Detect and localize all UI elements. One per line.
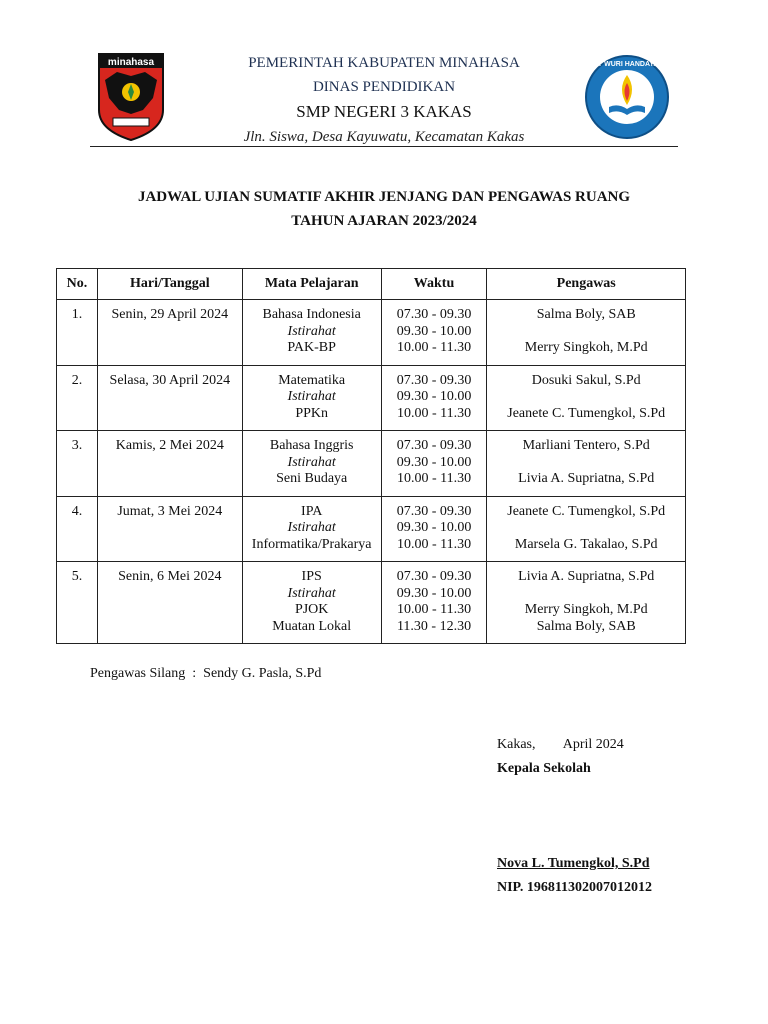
table-row xyxy=(57,496,686,562)
signature-nip: NIP. 196811302007012012 xyxy=(497,880,653,895)
waktu-line: 09.30 - 10.00 xyxy=(396,323,472,339)
mapel-line: Istirahat xyxy=(287,389,336,404)
table-header-row xyxy=(57,269,686,300)
waktu-line: 07.30 - 09.30 xyxy=(396,372,472,388)
waktu-line: 10.00 - 11.30 xyxy=(396,602,472,617)
waktu-line: 07.30 - 09.30 xyxy=(396,503,472,519)
table-row xyxy=(57,562,686,644)
pengawas-line xyxy=(487,586,685,603)
waktu-line: 10.00 - 11.30 xyxy=(396,536,472,552)
mapel-line: Bahasa Inggris xyxy=(269,438,354,453)
header-date: Hari/Tanggal xyxy=(97,269,242,300)
cell-date: Jumat, 3 Mei 2024 xyxy=(97,496,242,562)
mapel-line: Matematika xyxy=(278,372,346,388)
cell-date: Kamis, 2 Mei 2024 xyxy=(97,431,242,497)
waktu-line: 09.30 - 10.00 xyxy=(396,520,472,535)
header-divider xyxy=(90,146,678,147)
header-agency: DINAS PENDIDIKAN xyxy=(312,79,456,95)
mapel-line: Bahasa Indonesia xyxy=(262,307,361,322)
cell-pengawas xyxy=(487,431,686,497)
mapel-line: Istirahat xyxy=(287,454,336,470)
pengawas-line xyxy=(487,520,685,537)
waktu-line: 10.00 - 11.30 xyxy=(396,405,472,421)
mapel-line: Muatan Lokal xyxy=(272,618,352,634)
mapel-line: IPS xyxy=(301,569,322,584)
cell-waktu xyxy=(381,300,487,366)
cell-no: 3. xyxy=(57,431,98,497)
cross-supervisor xyxy=(90,666,321,682)
pengawas-line: Merry Singkoh, M.Pd xyxy=(524,340,648,355)
cell-date: Senin, 6 Mei 2024 xyxy=(97,562,242,644)
signature-place-date: Kakas, April 2024 xyxy=(497,737,624,752)
mapel-line: Istirahat xyxy=(287,323,336,339)
cell-mapel xyxy=(242,562,381,644)
waktu-line: 09.30 - 10.00 xyxy=(396,389,472,404)
cell-pengawas xyxy=(487,300,686,366)
cell-no: 4. xyxy=(57,496,98,562)
table-row xyxy=(57,431,686,497)
header-time: Waktu xyxy=(381,269,487,300)
cell-no: 2. xyxy=(57,365,98,431)
cell-mapel xyxy=(242,300,381,366)
tut-wuri-handayani-text: TUT WURI HANDAYANI xyxy=(588,61,666,68)
waktu-line: 10.00 - 11.30 xyxy=(396,471,472,486)
header-no: No. xyxy=(57,269,98,300)
pengawas-line: Dosuki Sakul, S.Pd xyxy=(531,372,641,388)
pengawas-line xyxy=(487,324,685,341)
document-title: JADWAL UJIAN SUMATIF AKHIR JENJANG DAN PENGAWAS RUANG xyxy=(137,189,631,205)
pengawas-line: Jeanete C. Tumengkol, S.Pd xyxy=(507,503,666,519)
mapel-line: PJOK xyxy=(294,602,329,617)
waktu-line: 11.30 - 12.30 xyxy=(396,618,472,634)
mapel-line: IPA xyxy=(301,503,323,519)
schedule-table xyxy=(56,268,686,644)
pengawas-line: Marsela G. Takalao, S.Pd xyxy=(514,536,658,552)
header-subject: Mata Pelajaran xyxy=(242,269,381,300)
pengawas-line xyxy=(487,389,685,406)
header-government: PEMERINTAH KABUPATEN MINAHASA xyxy=(248,55,520,71)
cell-mapel xyxy=(242,431,381,497)
cell-mapel xyxy=(242,365,381,431)
mapel-line: PAK-BP xyxy=(287,340,336,355)
header-school-name: SMP NEGERI 3 KAKAS xyxy=(296,102,472,121)
cell-pengawas xyxy=(487,562,686,644)
cell-waktu xyxy=(381,431,487,497)
pengawas-line: Jeanete C. Tumengkol, S.Pd xyxy=(507,405,666,421)
minahasa-logo-text: minahasa xyxy=(107,57,155,68)
cell-waktu xyxy=(381,365,487,431)
pengawas-line: Salma Boly, SAB xyxy=(536,307,636,322)
waktu-line: 07.30 - 09.30 xyxy=(396,569,472,584)
mapel-line: Seni Budaya xyxy=(276,471,348,486)
table-row xyxy=(57,300,686,366)
cell-pengawas xyxy=(487,496,686,562)
cell-waktu xyxy=(381,562,487,644)
header-address: Jln. Siswa, Desa Kayuwatu, Kecamatan Kakas xyxy=(243,129,525,145)
mapel-line: Informatika/Prakarya xyxy=(251,536,372,552)
pengawas-line: Salma Boly, SAB xyxy=(536,618,636,634)
cross-supervisor-text: Pengawas Silang : Sendy G. Pasla, S.Pd xyxy=(90,666,322,681)
signature-name: Nova L. Tumengkol, S.Pd xyxy=(497,856,650,871)
cell-date: Senin, 29 April 2024 xyxy=(97,300,242,366)
cell-pengawas xyxy=(487,365,686,431)
mapel-line: Istirahat xyxy=(287,520,336,535)
schedule-body xyxy=(57,300,686,644)
header-supervisor: Pengawas xyxy=(487,269,686,300)
waktu-line: 07.30 - 09.30 xyxy=(396,307,472,322)
pengawas-line: Livia A. Supriatna, S.Pd xyxy=(518,569,655,584)
waktu-line: 09.30 - 10.00 xyxy=(396,454,472,470)
waktu-line: 07.30 - 09.30 xyxy=(396,438,472,453)
mapel-line: Istirahat xyxy=(287,585,336,601)
pengawas-line: Livia A. Supriatna, S.Pd xyxy=(518,471,655,486)
cell-mapel xyxy=(242,496,381,562)
mapel-line: PPKn xyxy=(295,405,329,421)
cell-no: 1. xyxy=(57,300,98,366)
pengawas-line xyxy=(487,455,685,472)
cell-no: 5. xyxy=(57,562,98,644)
document-subtitle: TAHUN AJARAN 2023/2024 xyxy=(291,213,477,229)
cell-date: Selasa, 30 April 2024 xyxy=(97,365,242,431)
pengawas-line: Merry Singkoh, M.Pd xyxy=(524,602,648,617)
cell-waktu xyxy=(381,496,487,562)
waktu-line: 10.00 - 11.30 xyxy=(396,340,472,355)
waktu-line: 09.30 - 10.00 xyxy=(396,585,472,601)
pengawas-line: Marliani Tentero, S.Pd xyxy=(522,438,650,453)
table-row xyxy=(57,365,686,431)
signature-role: Kepala Sekolah xyxy=(497,761,591,776)
